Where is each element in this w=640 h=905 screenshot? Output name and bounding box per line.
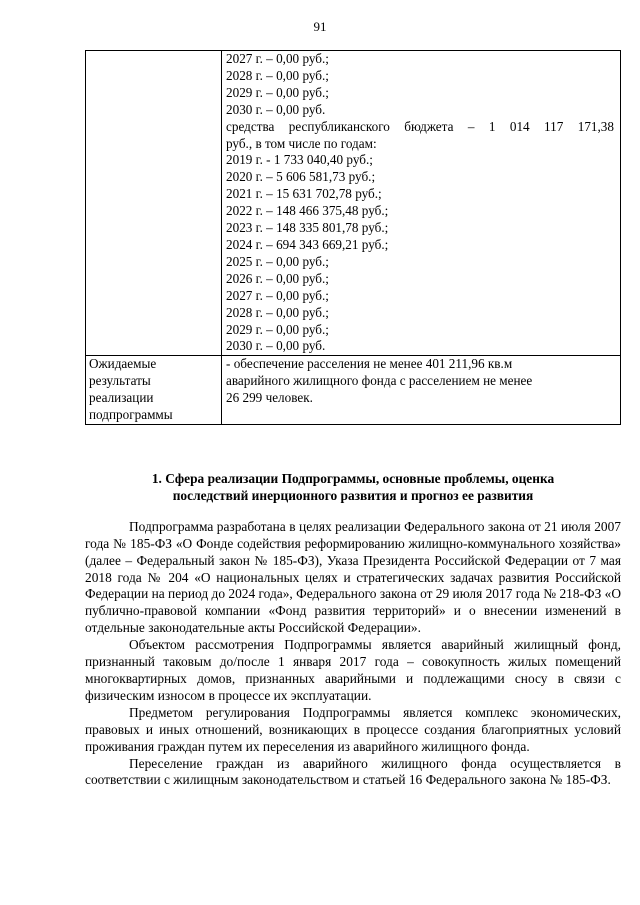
results-label-line: реализации <box>89 390 154 406</box>
funding-line: 2025 г. – 0,00 руб.; <box>226 253 329 269</box>
funding-line: 2027 г. – 0,00 руб.; <box>226 51 329 66</box>
results-value-line: аварийного жилищного фонда с расселением не менее <box>226 373 533 389</box>
funding-line: 2023 г. – 148 335 801,78 руб.; <box>226 220 389 236</box>
paragraph: Переселение граждан из аварийного жилищного фонда осуществляется в соответствии с жилищным законодательством и статьей 16 Федерального закона № 185-ФЗ. <box>85 755 621 788</box>
funding-line: 2020 г. – 5 606 581,73 руб.; <box>226 169 376 185</box>
funding-line: 2030 г. – 0,00 руб. <box>226 101 326 117</box>
funding-value-cell <box>222 51 621 356</box>
funding-line: 2022 г. – 148 466 375,48 руб.; <box>226 203 389 219</box>
funding-line: 2019 г. - 1 733 040,40 руб.; <box>226 152 373 168</box>
funding-line: средства республиканского бюджета – 1 014 117 171,38 <box>226 118 614 134</box>
passport-table <box>85 50 621 425</box>
funding-line: 2026 г. – 0,00 руб.; <box>226 270 329 286</box>
funding-line: 2029 г. – 0,00 руб.; <box>226 321 329 337</box>
funding-label-cell <box>86 51 222 356</box>
results-value-line: 26 299 человек. <box>226 390 313 406</box>
funding-line: 2024 г. – 694 343 669,21 руб.; <box>226 236 389 252</box>
results-value-cell <box>222 356 621 425</box>
funding-line: 2021 г. – 15 631 702,78 руб.; <box>226 186 382 202</box>
funding-line: 2029 г. – 0,00 руб.; <box>226 84 329 100</box>
funding-line: 2028 г. – 0,00 руб.; <box>226 304 329 320</box>
results-label-line: результаты <box>89 373 151 389</box>
results-label-line: подпрограммы <box>89 407 173 423</box>
paragraph: Предметом регулирования Подпрограммы является комплекс экономических, правовых и иных отношений, возникающих в процессе создания благоприятных условий проживания граждан путем их переселения из аварийного жилищного фонда. <box>85 704 621 754</box>
paragraph: Объектом рассмотрения Подпрограммы является аварийный жилищный фонд, признанный таковым до/после 1 января 2017 года – совокупность жилых помещений многоквартирных домов, признанных аварийными и подлежащими сносу в связи с физическим износом в процессе их эксплуатации. <box>85 637 621 703</box>
paragraph: Подпрограмма разработана в целях реализации Федерального закона от 21 июля 2007 года № 185-ФЗ «О Фонде содействия реформированию жилищно-коммунального хозяйства» (далее – Федеральный закон № 185-ФЗ), Указа Президента Российской Федерации от 7 мая 2018 года № 204 «О национальных целях и стратегических задачах развития Российской Федерации на период до 2024 года», Федерального закона от 29 июля 2017 года № 218-ФЗ «О публично-правовой компании «Фонд развития территорий» и о внесении изменений в отдельные законодательные акты Российской Федерации». <box>85 518 621 636</box>
results-label-cell <box>86 356 222 425</box>
section-1 <box>85 471 621 789</box>
funding-line: руб., в том числе по годам: <box>226 135 377 151</box>
section-heading-line: последствий инерционного развития и прогноз ее развития <box>172 487 534 503</box>
table-row-funding <box>86 51 621 356</box>
section-heading-line: 1. Сфера реализации Подпрограммы, основные проблемы, оценка <box>151 471 555 486</box>
funding-line: 2028 г. – 0,00 руб.; <box>226 67 329 83</box>
funding-line: 2030 г. – 0,00 руб. <box>226 338 326 354</box>
funding-line: 2027 г. – 0,00 руб.; <box>226 287 329 303</box>
page-number: 91 <box>313 19 327 34</box>
table-row-results <box>86 356 621 425</box>
section-heading <box>85 471 621 505</box>
results-label-line: Ожидаемые <box>89 356 157 372</box>
results-value-line: - обеспечение расселения не менее 401 211,96 кв.м <box>226 356 513 372</box>
